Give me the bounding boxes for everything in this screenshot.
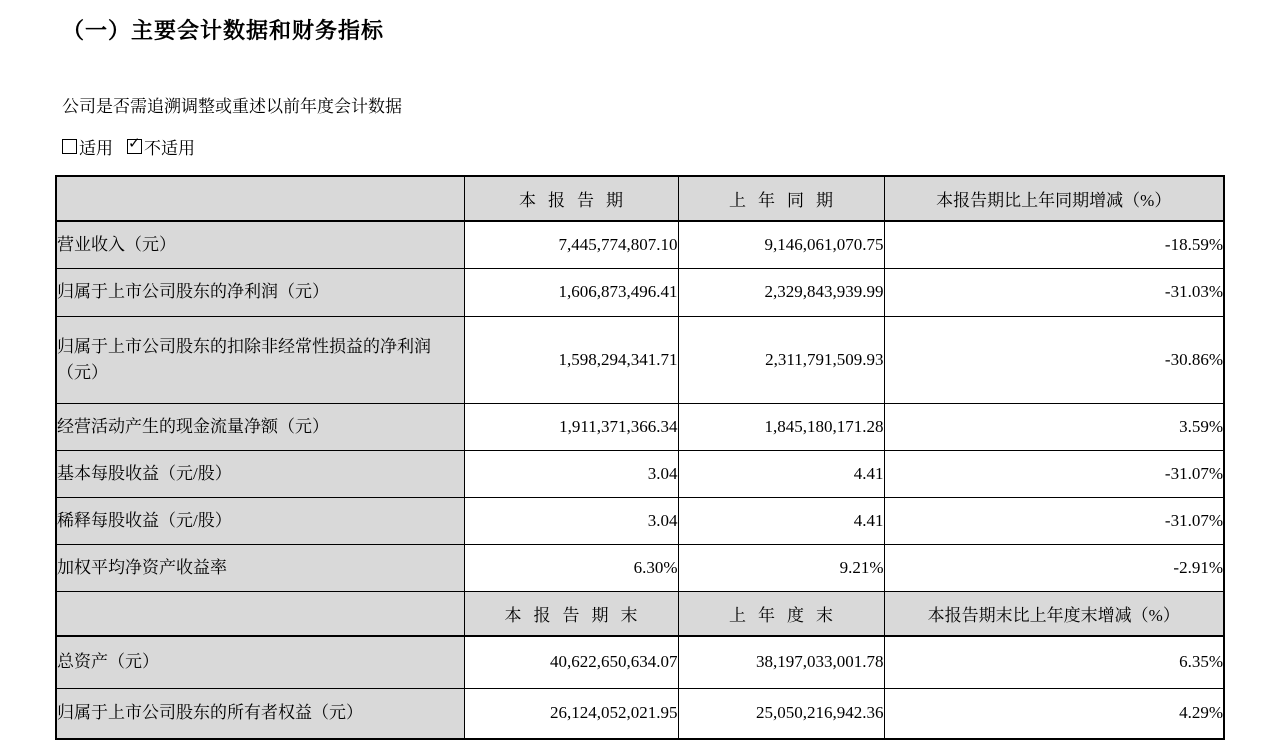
current-period-value: 6.30% xyxy=(464,544,678,591)
table-row xyxy=(56,403,1224,450)
col-header-prior-period: 上年同期 xyxy=(678,176,884,221)
change-value: 6.35% xyxy=(884,636,1224,688)
metric-label: 营业收入（元） xyxy=(56,221,464,268)
applicable-checkbox-unchecked-icon xyxy=(62,139,77,154)
metric-label: 归属于上市公司股东的净利润（元） xyxy=(56,268,464,316)
current-period-end-value: 26,124,052,021.95 xyxy=(464,688,678,739)
prior-period-value: 1,845,180,171.28 xyxy=(678,403,884,450)
applicability-options xyxy=(62,134,1223,159)
section-title: （一）主要会计数据和财务指标 xyxy=(62,18,385,43)
table-row xyxy=(56,450,1224,497)
prior-year-end-value: 25,050,216,942.36 xyxy=(678,688,884,739)
prior-period-value: 2,329,843,939.99 xyxy=(678,268,884,316)
col-header-prior-year-end: 上年度末 xyxy=(678,591,884,636)
current-period-value: 3.04 xyxy=(464,450,678,497)
table-row xyxy=(56,636,1224,688)
table-row xyxy=(56,544,1224,591)
change-value: -30.86% xyxy=(884,316,1224,403)
col-header-current-period-end: 本报告期末 xyxy=(464,591,678,636)
change-value: -18.59% xyxy=(884,221,1224,268)
current-period-value: 1,911,371,366.34 xyxy=(464,403,678,450)
prior-period-value: 9,146,061,070.75 xyxy=(678,221,884,268)
table-row xyxy=(56,221,1224,268)
col-header-period-end-change: 本报告期末比上年度末增减（%） xyxy=(884,591,1224,636)
current-period-value: 1,598,294,341.71 xyxy=(464,316,678,403)
prior-period-value: 2,311,791,509.93 xyxy=(678,316,884,403)
prior-year-end-value: 38,197,033,001.78 xyxy=(678,636,884,688)
col-header-current-period: 本报告期 xyxy=(464,176,678,221)
metric-label: 归属于上市公司股东的扣除非经常性损益的净利润（元） xyxy=(56,316,464,403)
blank-header-cell xyxy=(56,176,464,221)
change-value: -31.07% xyxy=(884,450,1224,497)
prior-period-value: 9.21% xyxy=(678,544,884,591)
current-period-value: 1,606,873,496.41 xyxy=(464,268,678,316)
change-value: 3.59% xyxy=(884,403,1224,450)
table-row xyxy=(56,497,1224,544)
col-header-period-change: 本报告期比上年同期增减（%） xyxy=(884,176,1224,221)
change-value: -31.07% xyxy=(884,497,1224,544)
metric-label: 总资产（元） xyxy=(56,636,464,688)
change-value: -2.91% xyxy=(884,544,1224,591)
not-applicable-label: 不适用 xyxy=(144,139,195,158)
current-period-value: 7,445,774,807.10 xyxy=(464,221,678,268)
applicable-label: 适用 xyxy=(79,139,113,158)
financial-indicators-table xyxy=(55,175,1225,740)
table-row xyxy=(56,688,1224,739)
current-period-value: 3.04 xyxy=(464,497,678,544)
current-period-end-value: 40,622,650,634.07 xyxy=(464,636,678,688)
prior-period-value: 4.41 xyxy=(678,497,884,544)
check-mark-icon: ✓ xyxy=(128,134,141,152)
period-header-row xyxy=(56,176,1224,221)
table-row xyxy=(56,316,1224,403)
period-end-header-row xyxy=(56,591,1224,636)
metric-label: 加权平均净资产收益率 xyxy=(56,544,464,591)
prior-period-value: 4.41 xyxy=(678,450,884,497)
change-value: -31.03% xyxy=(884,268,1224,316)
metric-label: 经营活动产生的现金流量净额（元） xyxy=(56,403,464,450)
metric-label: 归属于上市公司股东的所有者权益（元） xyxy=(56,688,464,739)
change-value: 4.29% xyxy=(884,688,1224,739)
not-applicable-checkbox-checked-icon xyxy=(127,134,142,154)
metric-label: 稀释每股收益（元/股） xyxy=(56,497,464,544)
blank-header-cell xyxy=(56,591,464,636)
table-row xyxy=(56,268,1224,316)
metric-label: 基本每股收益（元/股） xyxy=(56,450,464,497)
restatement-question: 公司是否需追溯调整或重述以前年度会计数据 xyxy=(62,97,402,116)
